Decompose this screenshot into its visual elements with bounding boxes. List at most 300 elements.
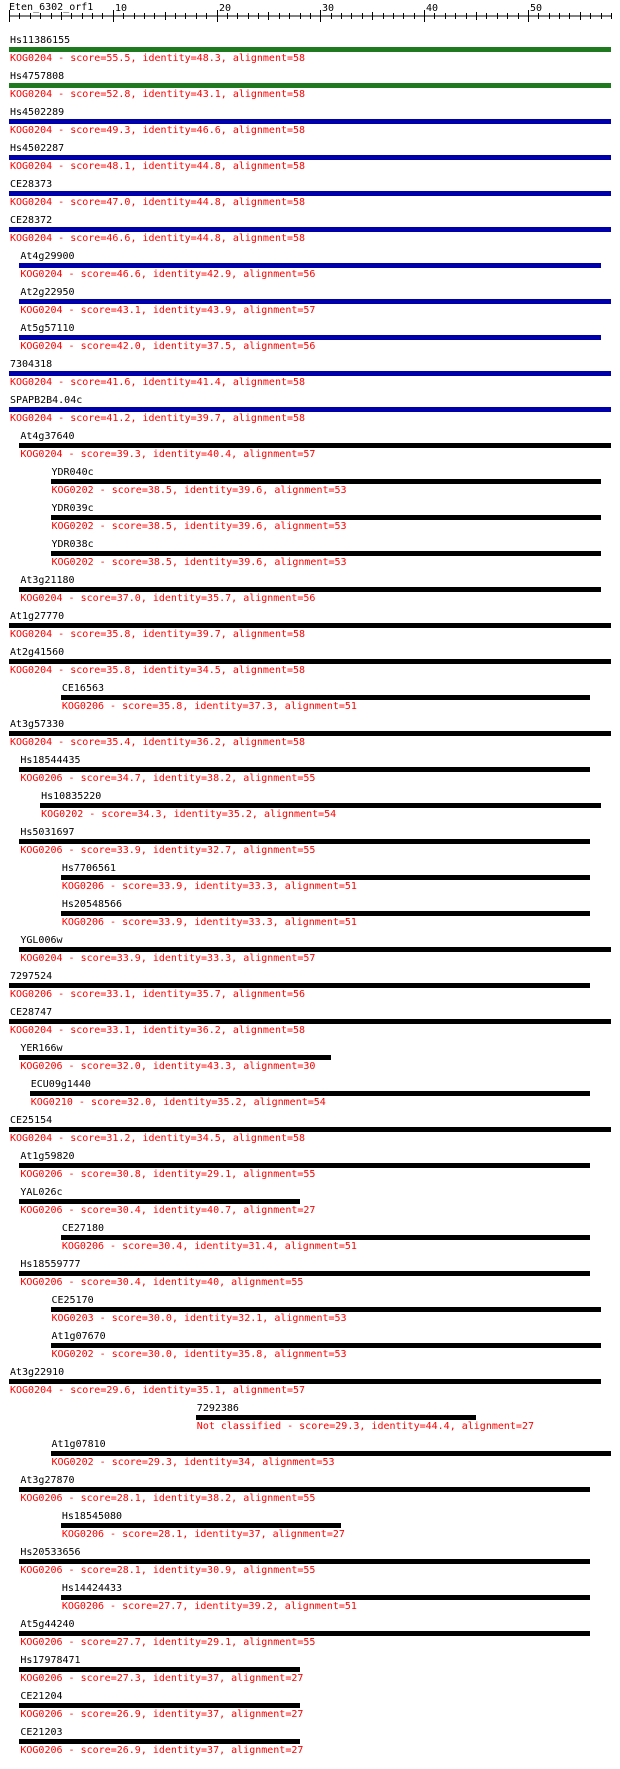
metric-value: 39.6 — [238, 557, 263, 568]
metric-label: identity= — [152, 305, 208, 316]
hit-row — [0, 1367, 620, 1403]
hit-alignment-bar[interactable] — [19, 947, 611, 952]
hit-name[interactable]: CE27180 — [61, 1223, 105, 1234]
hit-alignment-bar[interactable] — [19, 1055, 330, 1060]
metric-label: score= — [70, 1025, 107, 1036]
hit-name[interactable]: 7292386 — [196, 1403, 239, 1414]
metric-value: 58 — [293, 629, 306, 640]
kog-class: Not classified — [196, 1421, 282, 1432]
hit-name[interactable]: YGL006w — [20, 935, 63, 946]
metric-value: 56 — [303, 593, 316, 604]
hit-name[interactable]: At3g27870 — [20, 1475, 75, 1486]
hit-name[interactable]: At1g07810 — [51, 1439, 106, 1450]
metric-value: 39.6 — [238, 521, 263, 532]
hit-name[interactable]: Hs14424433 — [61, 1583, 123, 1594]
hit-alignment-bar[interactable] — [9, 983, 590, 988]
hit-description[interactable] — [20, 1673, 303, 1684]
hit-name[interactable]: Hs20548566 — [61, 899, 123, 910]
hit-name[interactable]: CE21204 — [20, 1691, 63, 1702]
hit-alignment-bar[interactable] — [9, 623, 611, 628]
separator: - — [104, 881, 123, 892]
hit-name[interactable]: At1g59820 — [20, 1151, 75, 1162]
metric-value: 40.4 — [207, 449, 232, 460]
separator: , — [130, 197, 143, 208]
metric-value: 29.1 — [207, 1169, 232, 1180]
hit-description[interactable] — [20, 953, 315, 964]
hit-name[interactable]: CE28372 — [10, 215, 53, 226]
hit-description[interactable] — [20, 1745, 303, 1756]
metric-value: 53 — [322, 1457, 335, 1468]
hit-alignment-bar[interactable] — [19, 1487, 590, 1492]
hit-description[interactable] — [10, 89, 305, 100]
hit-alignment-bar[interactable] — [19, 299, 611, 304]
separator: - — [62, 449, 81, 460]
hit-name[interactable]: At3g57330 — [10, 719, 65, 730]
hit-name[interactable]: At3g21180 — [20, 575, 75, 586]
hit-alignment-bar[interactable] — [19, 1739, 299, 1744]
hit-alignment-bar[interactable] — [61, 1595, 590, 1600]
hit-description[interactable] — [62, 917, 357, 928]
metric-value: 35.4 — [106, 737, 131, 748]
metric-value: 56 — [303, 341, 316, 352]
metric-value: 44.8 — [196, 233, 221, 244]
hit-description[interactable] — [62, 1529, 345, 1540]
metric-value: 58 — [293, 1025, 306, 1036]
hit-description[interactable] — [52, 485, 347, 496]
separator: , — [272, 1601, 285, 1612]
separator: , — [140, 845, 153, 856]
hit-description[interactable] — [20, 1493, 315, 1504]
hit-alignment-bar[interactable] — [19, 839, 590, 844]
separator: - — [62, 269, 81, 280]
separator: , — [220, 197, 233, 208]
hit-row — [0, 971, 620, 1007]
metric-label: score= — [80, 1061, 117, 1072]
hit-alignment-bar[interactable] — [19, 767, 590, 772]
hit-alignment-bar[interactable] — [9, 407, 611, 412]
metric-label: score= — [80, 845, 117, 856]
separator: , — [231, 341, 244, 352]
metric-label: score= — [70, 161, 107, 172]
metric-label: score= — [80, 1277, 117, 1288]
hit-description[interactable] — [20, 1565, 315, 1576]
hit-alignment-bar[interactable] — [51, 1451, 611, 1456]
metric-label: alignment= — [274, 557, 335, 568]
metric-label: identity= — [152, 1493, 208, 1504]
hit-row — [0, 1475, 620, 1511]
hit-name[interactable]: YDR039c — [51, 503, 94, 514]
separator: , — [231, 773, 244, 784]
metric-label: score= — [70, 1133, 107, 1144]
metric-value: 57 — [303, 449, 316, 460]
hit-description[interactable] — [52, 1313, 347, 1324]
hit-description[interactable] — [41, 809, 336, 820]
hit-description[interactable] — [20, 449, 315, 460]
separator: - — [62, 1565, 81, 1576]
hit-alignment-bar[interactable] — [19, 1703, 299, 1708]
metric-value: 33.9 — [116, 845, 141, 856]
metric-value: 58 — [293, 737, 306, 748]
hit-name[interactable]: Hs18559777 — [20, 1259, 81, 1270]
hit-name[interactable]: CE21203 — [20, 1727, 63, 1738]
metric-label: score= — [80, 1745, 117, 1756]
hit-description[interactable] — [10, 377, 305, 388]
hit-alignment-bar[interactable] — [9, 1379, 601, 1384]
hit-alignment-bar[interactable] — [51, 479, 601, 484]
hit-row — [0, 71, 620, 107]
metric-label: score= — [70, 1385, 107, 1396]
metric-value: 33.3 — [207, 953, 232, 964]
separator: - — [52, 1133, 71, 1144]
hit-row — [0, 359, 620, 395]
metric-value: 32.7 — [207, 845, 232, 856]
kog-class: KOG0204 — [10, 1133, 53, 1144]
hit-alignment-bar[interactable] — [19, 263, 600, 268]
hit-name[interactable]: 7297524 — [10, 971, 53, 982]
hit-description[interactable] — [10, 53, 305, 64]
hit-description[interactable] — [10, 665, 305, 676]
hit-name[interactable]: Hs4502287 — [10, 143, 65, 154]
hit-row — [0, 1511, 620, 1547]
metric-label: identity= — [173, 809, 228, 820]
hit-description[interactable] — [20, 1205, 315, 1216]
hit-alignment-bar[interactable] — [30, 1091, 590, 1096]
kog-class: KOG0203 — [51, 1313, 94, 1324]
separator: , — [262, 557, 275, 568]
hit-row — [0, 467, 620, 503]
separator: , — [130, 161, 143, 172]
kog-class: KOG0206 — [20, 1673, 63, 1684]
metric-value: 58 — [293, 1133, 306, 1144]
kog-class: KOG0204 — [20, 341, 63, 352]
hit-alignment-bar[interactable] — [19, 1559, 590, 1564]
hit-row — [0, 1619, 620, 1655]
metric-label: identity= — [152, 773, 208, 784]
separator: , — [220, 377, 233, 388]
metric-value: 58 — [293, 377, 306, 388]
hit-row — [0, 1691, 620, 1727]
hit-row — [0, 647, 620, 683]
metric-value: 51 — [344, 701, 357, 712]
hit-row — [0, 251, 620, 287]
hit-description[interactable] — [52, 1349, 347, 1360]
hit-alignment-bar[interactable] — [51, 551, 601, 556]
hit-name[interactable]: Hs18545080 — [61, 1511, 123, 1522]
hit-name[interactable]: Hs20533656 — [20, 1547, 81, 1558]
separator: - — [93, 1457, 112, 1468]
hit-description[interactable] — [20, 593, 315, 604]
metric-label: alignment= — [232, 629, 294, 640]
separator: , — [171, 1349, 184, 1360]
hit-alignment-bar[interactable] — [61, 911, 590, 916]
hit-name[interactable]: Hs11386155 — [10, 35, 71, 46]
hit-alignment-bar[interactable] — [61, 1235, 590, 1240]
metric-label: score= — [80, 1493, 117, 1504]
hit-description[interactable] — [20, 773, 315, 784]
separator: - — [52, 197, 71, 208]
hit-name[interactable]: At2g41560 — [10, 647, 65, 658]
hit-description[interactable] — [10, 629, 305, 640]
metric-value: 54 — [324, 809, 337, 820]
metric-value: 56 — [303, 269, 316, 280]
metric-label: alignment= — [243, 1493, 304, 1504]
hit-alignment-bar[interactable] — [61, 875, 590, 880]
hit-description[interactable] — [20, 845, 315, 856]
hit-description[interactable] — [52, 557, 347, 568]
hit-alignment-bar[interactable] — [51, 1343, 601, 1348]
hit-row — [0, 719, 620, 755]
kog-class: KOG0202 — [41, 809, 84, 820]
separator: , — [272, 881, 285, 892]
hit-description[interactable] — [197, 1421, 534, 1432]
metric-label: alignment= — [274, 485, 335, 496]
hit-description[interactable] — [62, 1241, 357, 1252]
hit-alignment-bar[interactable] — [19, 443, 611, 448]
kog-class: KOG0202 — [51, 521, 94, 532]
hit-description[interactable] — [10, 197, 305, 208]
hit-alignment-bar[interactable] — [9, 227, 611, 232]
metric-label: score= — [111, 1457, 148, 1468]
separator: , — [241, 1097, 254, 1108]
metric-value: 43.1 — [196, 89, 221, 100]
metric-label: alignment= — [243, 269, 304, 280]
metric-value: 53 — [334, 557, 347, 568]
metric-value: 37.5 — [207, 341, 232, 352]
kog-class: KOG0204 — [10, 161, 53, 172]
hit-name[interactable]: At1g27770 — [10, 611, 65, 622]
hit-alignment-bar[interactable] — [61, 1523, 341, 1528]
separator: - — [72, 1097, 91, 1108]
hit-name[interactable]: CE25170 — [51, 1295, 94, 1306]
query-name: Eten_6302_orf1 — [9, 2, 94, 13]
metric-value: 37 — [207, 1709, 220, 1720]
hit-description[interactable] — [62, 1601, 357, 1612]
hit-name[interactable]: CE28373 — [10, 179, 53, 190]
metric-label: alignment= — [232, 665, 294, 676]
hit-alignment-bar[interactable] — [19, 1163, 590, 1168]
hit-row — [0, 503, 620, 539]
hit-alignment-bar[interactable] — [19, 335, 600, 340]
metric-value: 33.9 — [116, 953, 141, 964]
hit-row — [0, 1259, 620, 1295]
metric-value: 35.8 — [158, 701, 183, 712]
metric-label: alignment= — [284, 1241, 345, 1252]
metric-value: 27 — [521, 1421, 535, 1432]
hit-name[interactable]: Hs7706561 — [61, 863, 117, 874]
metric-label: score= — [70, 413, 107, 424]
hit-row — [0, 107, 620, 143]
metric-label: identity= — [152, 1205, 208, 1216]
kog-class: KOG0206 — [20, 773, 63, 784]
hit-name[interactable]: CE25154 — [10, 1115, 53, 1126]
hit-row — [0, 143, 620, 179]
hit-name[interactable]: Hs5031697 — [20, 827, 75, 838]
hit-row — [0, 1655, 620, 1691]
hit-alignment-bar[interactable] — [9, 1127, 611, 1132]
metric-value: 55 — [303, 773, 316, 784]
metric-value: 53 — [334, 1349, 347, 1360]
separator: - — [104, 917, 123, 928]
hit-name[interactable]: Hs4757808 — [10, 71, 65, 82]
hit-description[interactable] — [52, 1457, 335, 1468]
kog-class: KOG0202 — [51, 485, 94, 496]
hit-alignment-bar[interactable] — [9, 155, 611, 160]
hit-alignment-bar[interactable] — [9, 731, 611, 736]
hit-row — [0, 1439, 620, 1475]
hit-alignment-bar[interactable] — [19, 1667, 299, 1672]
hit-row — [0, 755, 620, 791]
hit-row — [0, 287, 620, 323]
hit-alignment-bar[interactable] — [51, 515, 601, 520]
hit-name[interactable]: ECU09g1440 — [30, 1079, 91, 1090]
separator: , — [140, 1493, 153, 1504]
separator: , — [231, 1565, 244, 1576]
hit-alignment-bar[interactable] — [51, 1307, 601, 1312]
hit-name[interactable]: YAL026c — [20, 1187, 63, 1198]
hit-description[interactable] — [20, 1709, 303, 1720]
hit-description[interactable] — [52, 521, 347, 532]
hit-description[interactable] — [10, 1133, 305, 1144]
metric-label: alignment= — [272, 1529, 333, 1540]
hit-name[interactable]: At2g22950 — [20, 287, 75, 298]
hit-alignment-bar[interactable] — [9, 371, 611, 376]
hit-alignment-bar[interactable] — [9, 83, 611, 88]
metric-label: score= — [80, 1673, 117, 1684]
metric-label: score= — [80, 593, 117, 604]
metric-label: score= — [70, 377, 107, 388]
hit-description[interactable] — [20, 305, 315, 316]
hit-alignment-bar[interactable] — [19, 1271, 590, 1276]
hit-name[interactable]: At4g37640 — [20, 431, 75, 442]
hit-name[interactable]: At5g57110 — [20, 323, 75, 334]
separator: , — [130, 989, 143, 1000]
hit-description[interactable] — [10, 161, 305, 172]
hit-description[interactable] — [20, 1061, 315, 1072]
hit-description[interactable] — [10, 233, 305, 244]
hit-alignment-bar[interactable] — [9, 47, 611, 52]
hit-name[interactable]: At4g29900 — [20, 251, 75, 262]
hit-row — [0, 1115, 620, 1151]
metric-value: 32.0 — [127, 1097, 152, 1108]
hit-description[interactable] — [20, 1169, 315, 1180]
hit-name[interactable]: 7304318 — [10, 359, 53, 370]
hit-name[interactable]: At5g44240 — [20, 1619, 75, 1630]
metric-value: 34.7 — [116, 773, 141, 784]
metric-value: 29.3 — [335, 1421, 360, 1432]
hit-description[interactable] — [10, 989, 305, 1000]
hit-description[interactable] — [62, 881, 357, 892]
hit-name[interactable]: At1g07670 — [51, 1331, 106, 1342]
hit-description[interactable] — [10, 1025, 305, 1036]
ruler-tick-label: 50 — [530, 3, 543, 14]
separator: , — [231, 1493, 244, 1504]
hit-name[interactable]: SPAPB2B4.04c — [10, 395, 83, 406]
separator: , — [250, 1457, 263, 1468]
metric-label: alignment= — [243, 845, 304, 856]
metric-label: alignment= — [243, 449, 304, 460]
hit-description[interactable] — [31, 1097, 326, 1108]
metric-value: 58 — [293, 53, 306, 64]
metric-value: 35.8 — [106, 629, 131, 640]
hit-name[interactable]: CE28747 — [10, 1007, 53, 1018]
hit-alignment-bar[interactable] — [19, 1199, 299, 1204]
metric-value: 57 — [293, 1385, 306, 1396]
kog-class: KOG0204 — [10, 1385, 53, 1396]
hit-description[interactable] — [62, 701, 357, 712]
metric-label: alignment= — [263, 809, 325, 820]
hit-name[interactable]: Hs17978471 — [20, 1655, 81, 1666]
hit-row — [0, 1043, 620, 1079]
kog-class: KOG0206 — [20, 1493, 63, 1504]
separator: , — [220, 1025, 233, 1036]
hit-description[interactable] — [10, 737, 305, 748]
metric-value: 27.7 — [158, 1601, 183, 1612]
hit-description[interactable] — [10, 1385, 305, 1396]
hit-row — [0, 539, 620, 575]
hit-name[interactable]: CE16563 — [61, 683, 105, 694]
hit-name[interactable]: Hs18544435 — [20, 755, 81, 766]
metric-label: identity= — [183, 1349, 239, 1360]
separator: , — [231, 1169, 244, 1180]
hit-alignment-bar[interactable] — [19, 587, 600, 592]
hit-alignment-bar[interactable] — [19, 1631, 590, 1636]
hit-name[interactable]: YDR040c — [51, 467, 94, 478]
hit-alignment-bar[interactable] — [40, 803, 600, 808]
metric-value: 34.5 — [196, 665, 221, 676]
metric-label: identity= — [142, 125, 197, 136]
metric-value: 43.9 — [207, 305, 232, 316]
hit-description[interactable] — [20, 1277, 303, 1288]
hit-row — [0, 899, 620, 935]
metric-label: score= — [80, 1205, 117, 1216]
separator: , — [182, 917, 195, 928]
hit-description[interactable] — [20, 269, 315, 280]
hit-description[interactable] — [10, 413, 305, 424]
hit-alignment-bar[interactable] — [9, 1019, 611, 1024]
hit-name[interactable]: Hs4502289 — [10, 107, 65, 118]
hit-row — [0, 1331, 620, 1367]
metric-value: 46.6 — [106, 233, 131, 244]
separator: , — [140, 449, 153, 460]
metric-label: identity= — [142, 989, 197, 1000]
metric-value: 49.3 — [106, 125, 131, 136]
metric-label: identity= — [371, 1421, 426, 1432]
metric-value: 38.2 — [207, 773, 232, 784]
hit-name[interactable]: YER166w — [20, 1043, 63, 1054]
hit-name[interactable]: YDR038c — [51, 539, 94, 550]
separator: - — [52, 377, 71, 388]
metric-label: alignment= — [232, 125, 294, 136]
metric-value: 42.0 — [116, 341, 141, 352]
metric-label: alignment= — [284, 701, 345, 712]
hit-description[interactable] — [20, 341, 315, 352]
hit-description[interactable] — [10, 125, 305, 136]
hit-name[interactable]: Hs10835220 — [41, 791, 102, 802]
hit-name[interactable]: At3g22910 — [10, 1367, 65, 1378]
hit-alignment-bar[interactable] — [9, 659, 611, 664]
hit-alignment-bar[interactable] — [9, 191, 611, 196]
metric-label: identity= — [152, 341, 208, 352]
hit-alignment-bar[interactable] — [61, 695, 590, 700]
separator: - — [62, 1277, 81, 1288]
hit-alignment-bar[interactable] — [196, 1415, 476, 1420]
metric-value: 55 — [303, 845, 316, 856]
hit-alignment-bar[interactable] — [9, 119, 611, 124]
hit-description[interactable] — [20, 1637, 315, 1648]
metric-label: identity= — [152, 845, 208, 856]
separator: , — [140, 1673, 153, 1684]
metric-value: 39.7 — [196, 629, 221, 640]
